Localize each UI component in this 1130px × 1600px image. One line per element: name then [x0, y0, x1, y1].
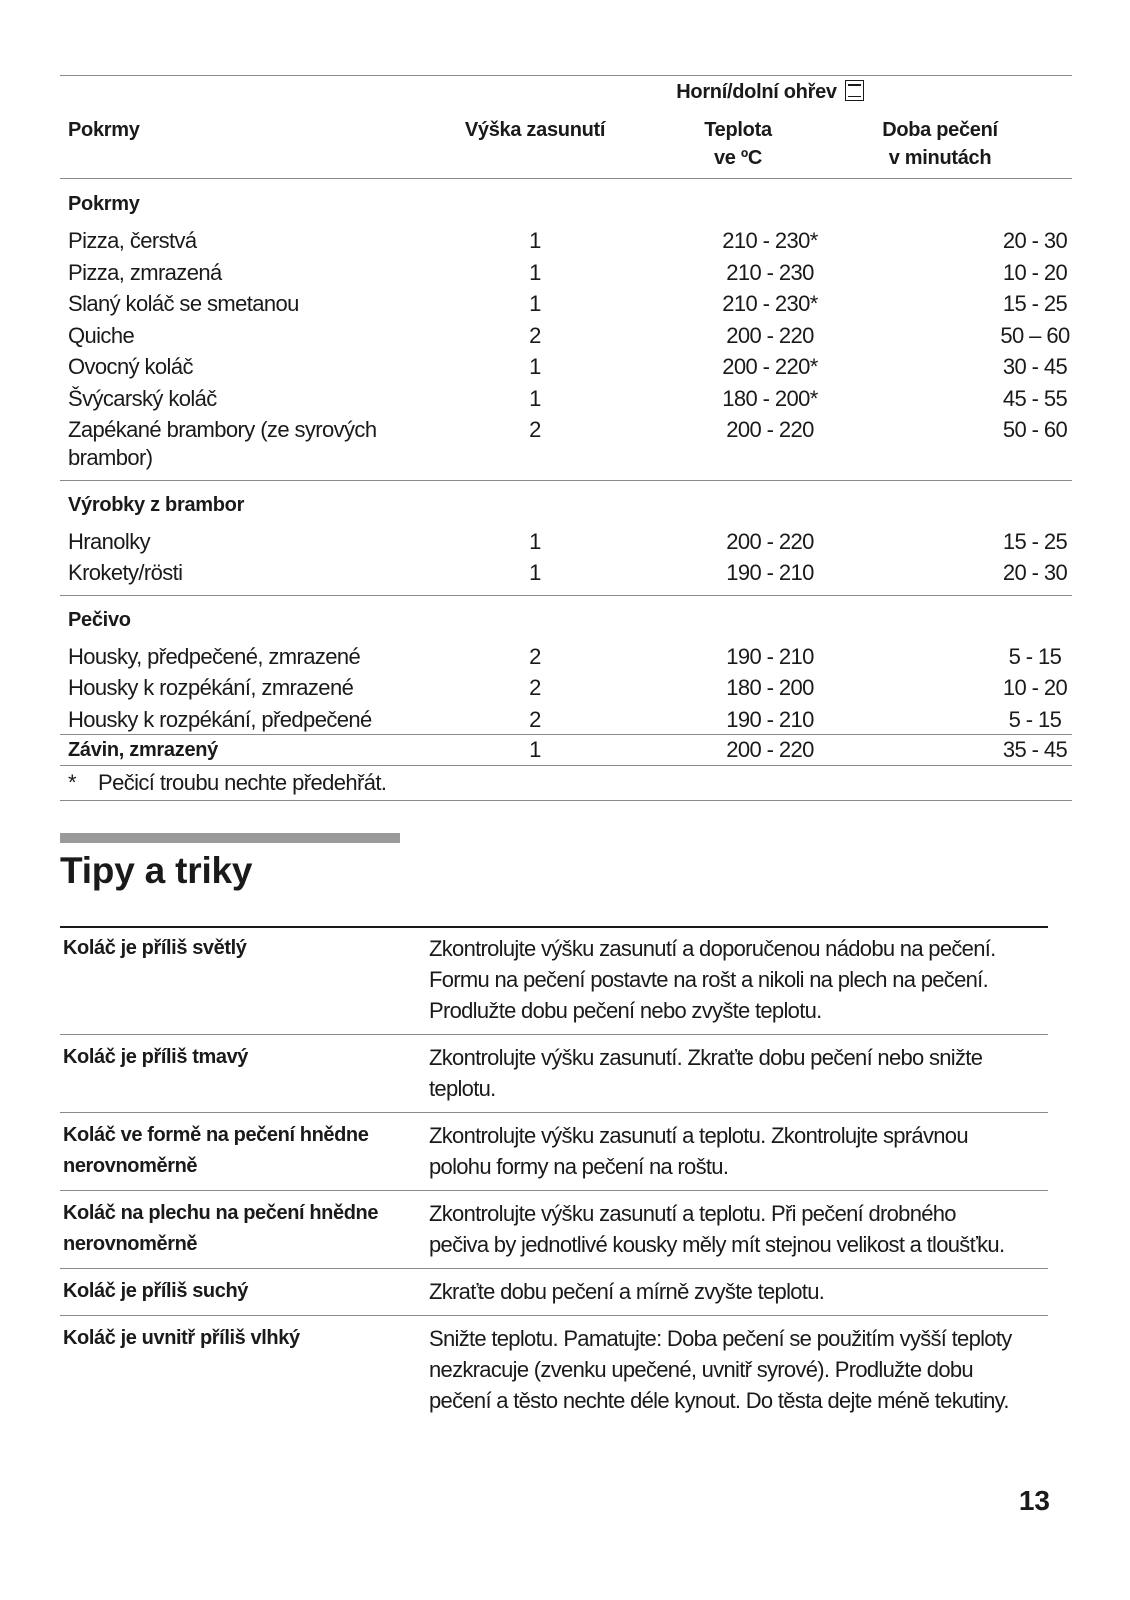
- tip-solution-line: Formu na pečení postavte na rošt a nikoli na plech na pečení.: [429, 967, 989, 992]
- tip-solution: [429, 1198, 1049, 1260]
- tip-problem-line: Koláč je příliš tmavý: [63, 1046, 249, 1068]
- dish-name: Housky k rozpékání, předpečené: [68, 706, 372, 732]
- shelf-height: 2: [529, 417, 541, 442]
- footnote-text: Pečicí troubu nechte předehřát.: [98, 770, 387, 795]
- dish-name: Quiche: [68, 322, 135, 348]
- tip-problem-line: Koláč na plechu na pečení hnědne: [63, 1202, 379, 1224]
- tip-solution-line: teplotu.: [429, 1076, 496, 1101]
- temperature: 200 - 220: [726, 417, 814, 442]
- tip-row-rule: [60, 1315, 1048, 1316]
- shelf-height: 1: [529, 560, 541, 585]
- baking-time: 50 - 60: [1002, 417, 1068, 442]
- baking-time: 45 - 55: [1002, 385, 1068, 411]
- tip-problem: [63, 1042, 403, 1073]
- page-number: 13: [1018, 1485, 1050, 1516]
- tip-solution-line: Snižte teplotu. Pamatujte: Doba pečení se použitím vyšší teploty: [429, 1326, 1012, 1351]
- dish-name: Pizza, čerstvá: [68, 228, 197, 253]
- dish-name: Krokety/rösti: [68, 560, 183, 585]
- shelf-height: 1: [529, 354, 541, 379]
- temperature: 210 - 230*: [722, 291, 818, 316]
- tip-solution-line: Prodlužte dobu pečení nebo zvyšte teplotu.: [429, 998, 822, 1023]
- temperature: 210 - 230*: [722, 228, 818, 253]
- header-bottom-rule: [60, 178, 1072, 179]
- dish-name-continued: brambor): [68, 445, 153, 470]
- table-bottom-rule: [60, 800, 1072, 801]
- tip-problem-line: nerovnoměrně: [63, 1233, 198, 1255]
- tip-problem-line: nerovnoměrně: [63, 1155, 198, 1177]
- baking-time: 15 - 25: [1002, 528, 1068, 554]
- temperature: 190 - 210: [726, 643, 814, 669]
- temperature: 210 - 230: [726, 259, 814, 285]
- section-heading: Výrobky z brambor: [68, 493, 245, 516]
- tip-problem: [63, 1323, 403, 1354]
- section-title: Tipy a triky: [60, 850, 253, 891]
- shelf-height: 1: [529, 291, 541, 316]
- tip-problem: [63, 933, 403, 964]
- section-rule: [60, 595, 1072, 596]
- header-shelf-height: Výška zasunutí: [464, 119, 606, 141]
- dish-name: Hranolky: [68, 528, 151, 554]
- baking-time: 20 - 30: [1002, 228, 1068, 253]
- header-temperature: Teplota: [704, 119, 772, 141]
- header-temperature-unit: ve ºC: [713, 147, 763, 169]
- temperature: 190 - 210: [726, 560, 814, 585]
- shelf-height: 1: [529, 259, 541, 285]
- dish-name: Švýcarský koláč: [68, 385, 217, 411]
- temperature: 200 - 220*: [722, 354, 818, 379]
- heating-mode-header: Horní/dolní ohřev: [620, 77, 920, 107]
- header-baking-time: Doba pečení: [882, 119, 998, 141]
- temperature: 200 - 220: [726, 322, 814, 348]
- temperature: 180 - 200*: [722, 385, 818, 411]
- section-heading: Pokrmy: [68, 193, 140, 215]
- tip-row-rule: [60, 1034, 1048, 1035]
- tip-problem: [63, 1276, 403, 1307]
- header-dishes: Pokrmy: [68, 119, 140, 141]
- baking-time: 15 - 25: [1002, 291, 1068, 316]
- dish-name: Pizza, zmrazená: [68, 259, 222, 285]
- dish-name: Slaný koláč se smetanou: [68, 291, 299, 316]
- tip-problem-line: Koláč je příliš světlý: [63, 937, 247, 959]
- shelf-height: 2: [529, 706, 541, 732]
- baking-time: 10 - 20: [1002, 259, 1068, 285]
- shelf-height: 2: [529, 675, 541, 700]
- temperature: 180 - 200: [726, 675, 814, 700]
- tip-solution: [429, 1323, 1049, 1416]
- dish-name: Ovocný koláč: [68, 354, 193, 379]
- baking-time: 30 - 45: [1002, 354, 1068, 379]
- tip-solution: [429, 933, 1049, 1026]
- baking-time: 5 - 15: [1008, 706, 1062, 732]
- tip-solution: [429, 1276, 1049, 1307]
- tip-solution: [429, 1120, 1049, 1182]
- tip-solution-line: Zkontrolujte výšku zasunutí a teplotu. Zkontrolujte správnou: [429, 1123, 968, 1148]
- shelf-height: 1: [529, 528, 541, 554]
- temperature: 200 - 220: [726, 737, 814, 762]
- table-top-rule: [60, 75, 1072, 76]
- tip-solution-line: Zkraťte dobu pečení a mírně zvyšte teplotu.: [429, 1279, 825, 1304]
- section-marker-bar: [60, 833, 400, 843]
- tip-problem-line: Koláč je uvnitř příliš vlhký: [63, 1327, 300, 1349]
- tip-row-rule: [60, 1268, 1048, 1269]
- shelf-height: 1: [529, 385, 541, 411]
- dish-name: Závin, zmrazený: [68, 739, 219, 761]
- dish-name: Housky k rozpékání, zmrazené: [68, 675, 354, 700]
- tip-solution: [429, 1042, 1049, 1104]
- temperature: 200 - 220: [726, 528, 814, 554]
- shelf-height: 2: [529, 643, 541, 669]
- baking-time: 35 - 45: [1002, 737, 1068, 762]
- section-heading: Pečivo: [68, 608, 131, 631]
- baking-time: 50 – 60: [1000, 322, 1070, 348]
- footnote-mark: *: [68, 770, 76, 795]
- shelf-height: 2: [529, 322, 541, 348]
- tip-solution-line: Zkontrolujte výšku zasunutí a teplotu. Při pečení drobného: [429, 1201, 956, 1226]
- footnote-rule: [60, 765, 1072, 766]
- section-rule: [60, 480, 1072, 481]
- tip-solution-line: pečení a těsto nechte déle kynout. Do těsta dejte méně tekutiny.: [429, 1388, 1009, 1413]
- tip-solution-line: Zkontrolujte výšku zasunutí. Zkraťte dobu pečení nebo snižte: [429, 1045, 983, 1070]
- tip-problem: [63, 1120, 403, 1182]
- tip-solution-line: polohu formy na pečení na roštu.: [429, 1154, 729, 1179]
- baking-time: 5 - 15: [1008, 643, 1062, 669]
- top-bottom-heat-icon: [845, 80, 864, 101]
- dish-name: Housky, předpečené, zmrazené: [68, 643, 361, 669]
- tip-solution-line: nezkracuje (zvenku upečené, uvnitř syrové). Prodlužte dobu: [429, 1357, 973, 1382]
- tips-top-rule: [60, 926, 1048, 928]
- tip-problem-line: Koláč je příliš suchý: [63, 1280, 249, 1302]
- tip-solution-line: pečiva by jednotlivé kousky měly mít stejnou velikost a tloušťku.: [429, 1232, 1005, 1257]
- tip-problem-line: Koláč ve formě na pečení hnědne: [63, 1124, 369, 1146]
- tip-row-rule: [60, 1112, 1048, 1113]
- shelf-height: 1: [529, 228, 541, 253]
- baking-time: 10 - 20: [1002, 675, 1068, 700]
- tip-row-rule: [60, 1190, 1048, 1191]
- shelf-height: 1: [529, 737, 541, 762]
- tip-problem: [63, 1198, 403, 1260]
- dish-name: Zapékané brambory (ze syrových: [68, 417, 377, 442]
- baking-time: 20 - 30: [1002, 560, 1068, 585]
- tip-solution-line: Zkontrolujte výšku zasunutí a doporučenou nádobu na pečení.: [429, 936, 996, 961]
- header-baking-time-unit: v minutách: [888, 147, 992, 169]
- temperature: 190 - 210: [726, 706, 814, 732]
